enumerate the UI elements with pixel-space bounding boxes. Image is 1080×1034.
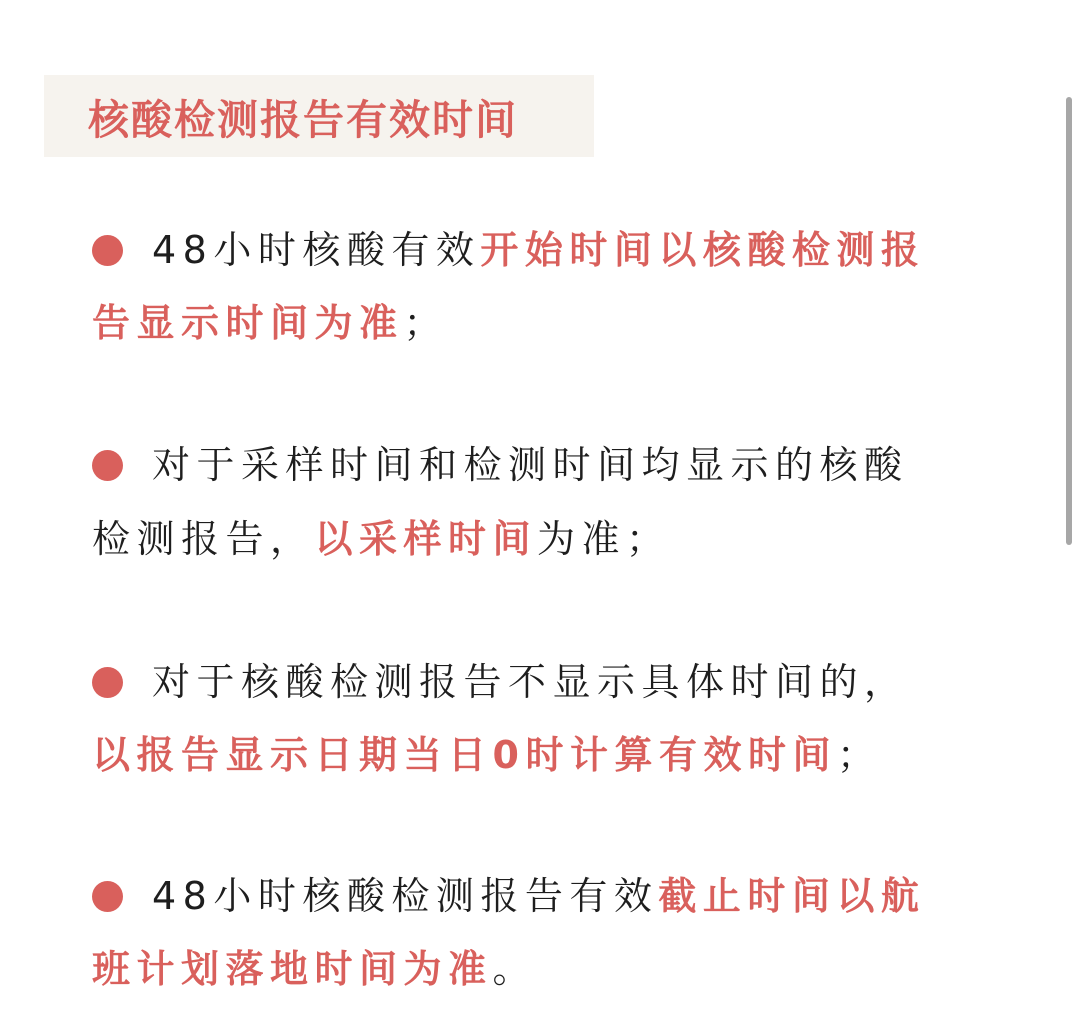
- bullet-dot-icon: [92, 235, 123, 266]
- bullet-4-highlight-2: 班计划落地时间为准: [92, 947, 493, 991]
- bullet-2-line-1: [152, 443, 909, 487]
- bullet-1-text: 48小时核酸有效: [152, 228, 481, 272]
- bullet-3-line-2: [92, 733, 882, 777]
- bullet-3-text: 对于核酸检测报告不显示具体时间的，: [152, 660, 909, 704]
- section-title: 核酸检测报告有效时间: [88, 95, 518, 144]
- vertical-scrollbar[interactable]: [1066, 97, 1072, 545]
- section-title-box: [44, 75, 594, 157]
- bullet-3-line-1: [152, 660, 909, 704]
- bullet-2-highlight: 以采样时间: [314, 517, 538, 561]
- bullet-2-line-2: [92, 517, 671, 561]
- bullet-3-tail: ；: [836, 733, 882, 777]
- bullet-4-highlight-1: 截止时间以航: [658, 874, 926, 918]
- bullet-dot-icon: [92, 667, 123, 698]
- bullet-4-line-2: [92, 947, 538, 991]
- bullet-dot-icon: [92, 881, 123, 912]
- bullet-1-highlight-1: 开始时间以核酸检测报: [480, 228, 926, 272]
- bullet-2-tail: 为准；: [537, 517, 671, 561]
- bullet-4-line-1: [152, 874, 926, 918]
- bullet-1-highlight-2: 告显示时间为准: [92, 301, 404, 345]
- bullet-2-text-2: 检测报告，: [92, 517, 315, 561]
- bullet-3-highlight: 以报告显示日期当日0时计算有效时间: [92, 733, 837, 777]
- bullet-dot-icon: [92, 450, 123, 481]
- bullet-4-text: 48小时核酸检测报告有效: [152, 874, 659, 918]
- bullet-1-line-1: [152, 228, 926, 272]
- bullet-2-text: 对于采样时间和检测时间均显示的核酸: [152, 443, 909, 487]
- bullet-1-line-2: [92, 301, 449, 345]
- bullet-4-tail: 。: [492, 947, 538, 991]
- bullet-1-tail: ；: [403, 301, 449, 345]
